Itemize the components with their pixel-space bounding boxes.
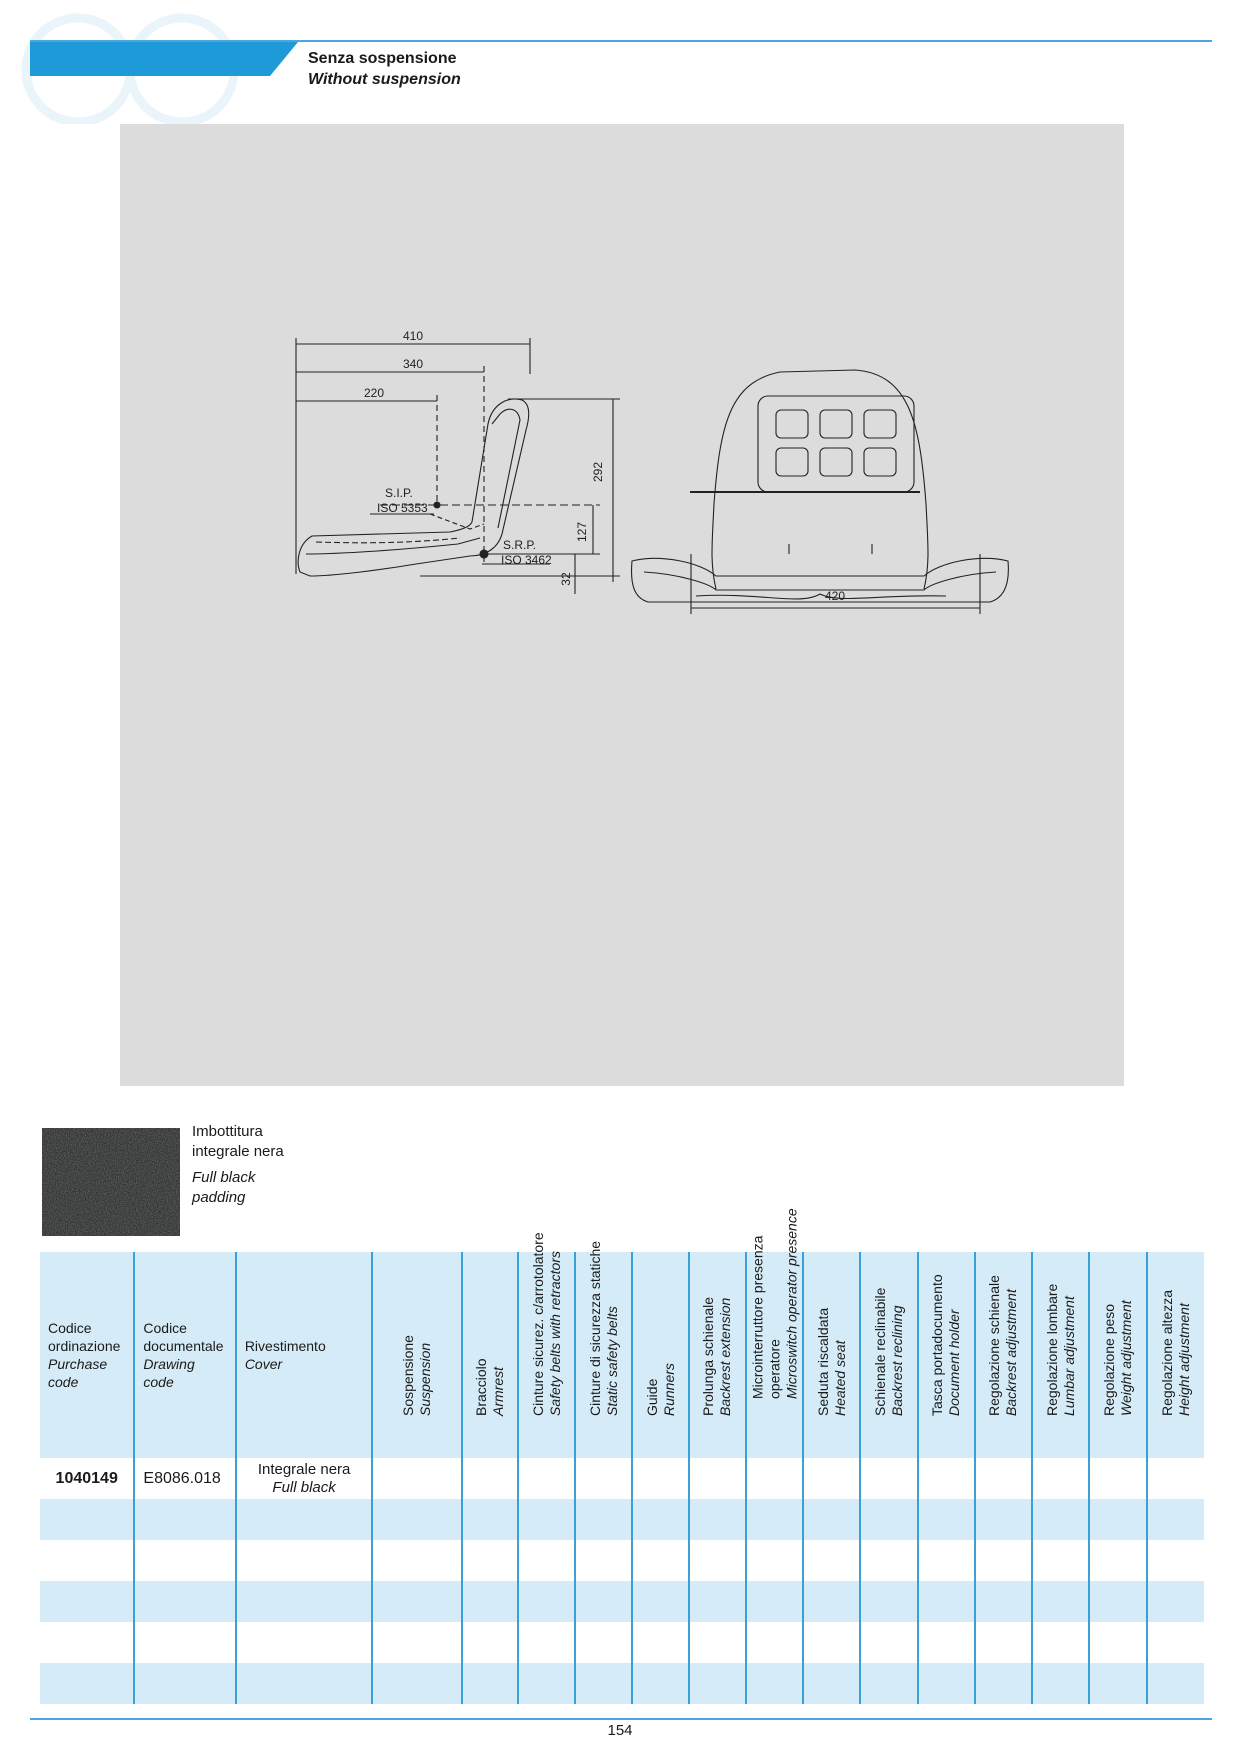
cover-english: Full black [272,1478,336,1496]
purchase-code-cell: 1040149 [40,1458,134,1499]
table-row [40,1540,1204,1581]
header-microswitch: Microinterruttore presenza operatore Microswitch operator presence [746,1252,803,1458]
header-weight-adjustment: Regolazione peso Weight adjustment [1089,1252,1146,1458]
material-swatch-image [42,1128,180,1236]
table-row [40,1581,1204,1622]
dim-32-label: 32 [559,572,573,586]
swatch-label-english-2: padding [192,1189,246,1206]
header-runners: Guide Runners [632,1252,688,1458]
iso-5353-label: ISO 5353 [377,501,428,515]
header-purchase-code: Codice ordinazione Purchase code [40,1252,134,1458]
header-heated-seat: Seduta riscaldata Heated seat [803,1252,860,1458]
specification-table [40,1208,1204,1704]
header-height-adjustment: Regolazione altezza Height adjustment [1147,1252,1204,1458]
header-document-holder: Tasca portadocumento Document holder [918,1252,975,1458]
dim-420-label: 420 [824,589,846,603]
header-drawing-code: Codice documentale Drawing code [134,1252,235,1458]
technical-drawing-panel [120,124,1124,1086]
header-static-safety-belts: Cinture di sicurezza statiche Static safety belts [575,1252,632,1458]
table-header-row [40,1252,1204,1458]
header-safety-belts-retractors: Cinture sicurez. c/arrotolatore Safety belts with retractors [518,1252,575,1458]
table-row [40,1458,1204,1499]
header-lumbar-adjustment: Regolazione lombare Lumbar adjustment [1032,1252,1089,1458]
header-suspension: Sospensione Suspension [372,1252,461,1458]
header-backrest-adjustment: Regolazione schienale Backrest adjustment [975,1252,1032,1458]
swatch-label-italian-1: Imbottitura [192,1123,263,1140]
cover-cell [236,1458,373,1499]
header-armrest: Bracciolo Armrest [462,1252,518,1458]
page-number: 154 [607,1722,633,1739]
drawing-code-cell: E8086.018 [134,1458,235,1499]
dim-292-label: 292 [591,461,605,483]
sip-label: S.I.P. [385,486,413,500]
dim-127-label: 127 [575,521,589,543]
dim-220-label: 220 [363,386,385,400]
footer-rule [30,1718,1212,1720]
table-row [40,1499,1204,1540]
table-row [40,1663,1204,1704]
header-cover: Rivestimento Cover [236,1252,373,1458]
header-rule [30,40,1212,42]
swatch-label-italian-2: integrale nera [192,1143,284,1160]
cover-italian: Integrale nera [257,1460,351,1478]
page-title-english: Without suspension [308,71,461,88]
swatch-label-english-1: Full black [192,1169,256,1186]
seat-technical-drawing [120,124,1124,1086]
dim-410-label: 410 [402,329,424,343]
header-backrest-reclining: Schienale reclinabile Backrest reclining [860,1252,917,1458]
iso-3462-label: ISO 3462 [501,553,552,567]
header-logo-graphic [0,0,320,124]
dim-340-label: 340 [402,357,424,371]
page-title-italian: Senza sospensione [308,50,457,67]
srp-label: S.R.P. [503,538,537,552]
header-backrest-extension: Prolunga schienale Backrest extension [689,1252,746,1458]
table-row [40,1622,1204,1663]
